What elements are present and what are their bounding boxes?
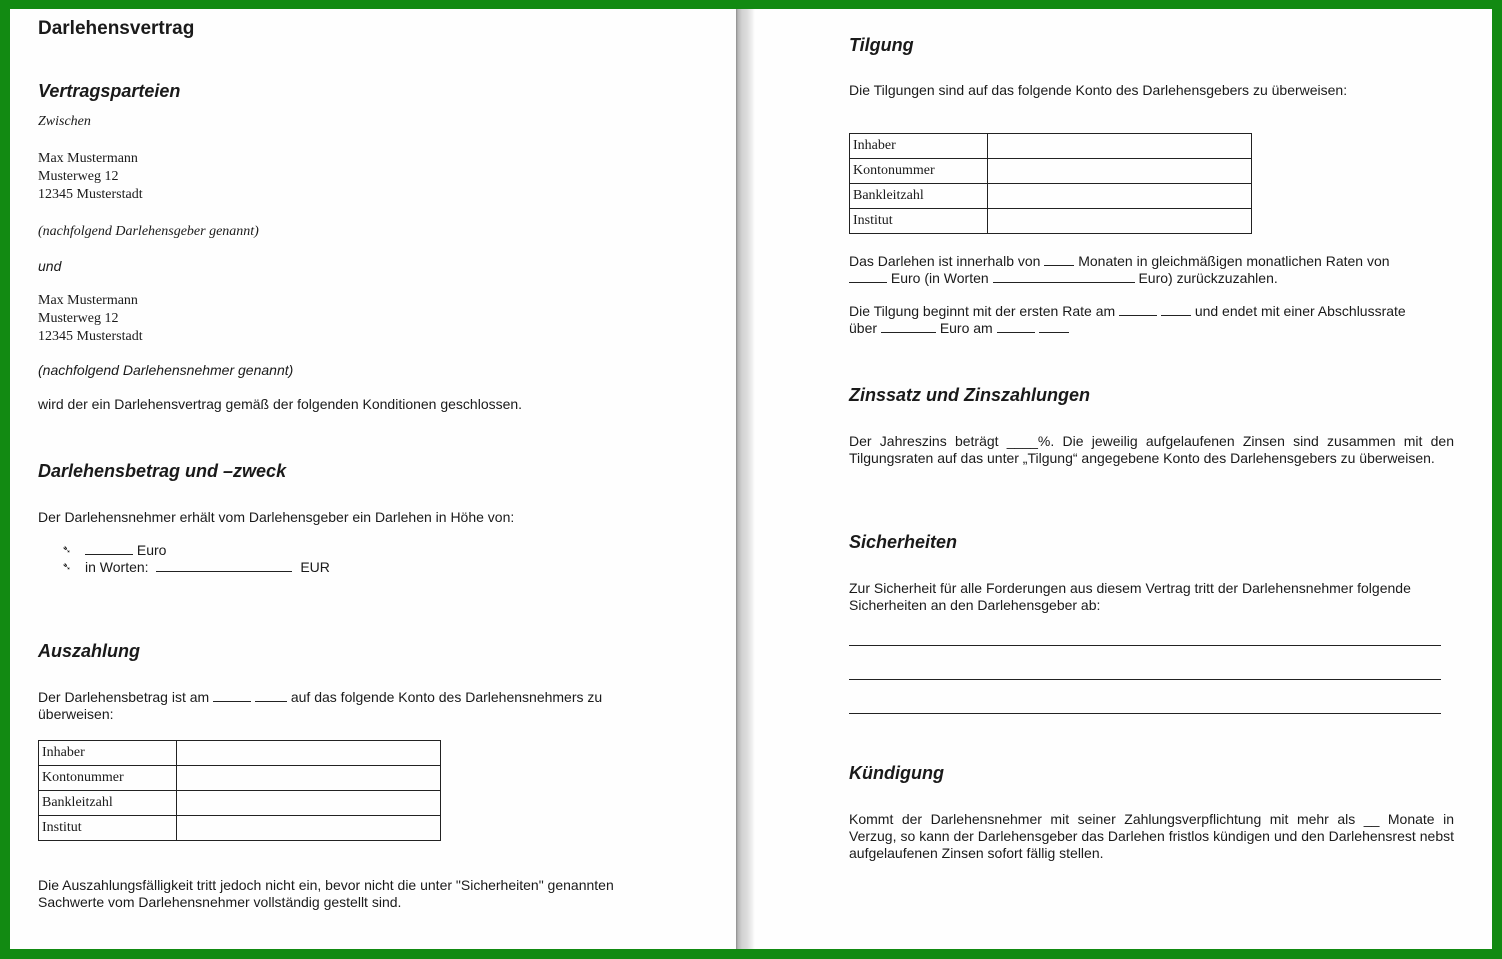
document-title: Darlehensvertrag (38, 18, 195, 39)
account-holder-label: Inhaber (39, 741, 177, 766)
account-holder-label: Inhaber (850, 134, 988, 159)
bank-code-label: Bankleitzahl (39, 791, 177, 816)
blank-end-year (1039, 321, 1069, 333)
heading-sicherheiten: Sicherheiten (849, 532, 958, 552)
amount-words-unit: EUR (300, 559, 330, 575)
bank-code-field (177, 791, 441, 816)
between-label: Zwischen (38, 114, 91, 129)
table-row (850, 184, 1252, 209)
repayment-intro: Die Tilgungen sind auf das folgende Konto des Darlehensgebers zu überweisen: (849, 82, 1348, 98)
account-holder-field (988, 134, 1252, 159)
amount-list (38, 542, 438, 576)
blank-final-amount (881, 321, 936, 333)
table-row (39, 791, 441, 816)
lender-address (38, 150, 143, 204)
bank-code-field (988, 184, 1252, 209)
institute-field (988, 209, 1252, 234)
institute-field (177, 816, 441, 841)
security-blank-line (849, 713, 1441, 714)
table-row (39, 816, 441, 841)
blank-payout-date (213, 690, 251, 702)
lender-note: (nachfolgend Darlehensgeber genannt) (38, 224, 259, 239)
repayment-term-text: Das Darlehen ist innerhalb von Monaten in gleichmäßigen monatlichen Raten von Euro (in Worten Euro) zurückzuzahlen. (849, 253, 1390, 286)
borrower-street: Musterweg 12 (38, 311, 119, 326)
document-page-right (755, 9, 1492, 949)
account-holder-field (177, 741, 441, 766)
table-row (850, 134, 1252, 159)
institute-label: Institut (39, 816, 177, 841)
heading-vertragsparteien: Vertragsparteien (38, 81, 181, 101)
payout-text: Der Darlehensbetrag ist am auf das folgende Konto des Darlehensnehmers zu überweisen: (38, 689, 603, 722)
arrow-bullet-icon: ➴ (62, 544, 72, 556)
payout-account-table (38, 740, 441, 841)
termination-text: Kommt der Darlehensnehmer mit seiner Zahlungsverpflichtung mit mehr als __ Monate in Verzug, so kann der Darlehensgeber das Darlehen fristlos kündigen und den Darlehensrest nebst aufgelaufenen Zinsen sofort fällig stellen. (849, 811, 1454, 861)
heading-auszahlung: Auszahlung (38, 641, 140, 661)
heading-tilgung: Tilgung (849, 35, 914, 55)
amount-intro: Der Darlehensnehmer erhält vom Darlehensgeber ein Darlehen in Höhe von: (38, 509, 515, 525)
heading-darlehensbetrag: Darlehensbetrag und –zweck (38, 461, 287, 481)
borrower-address (38, 292, 143, 346)
in-words-label: in Worten: (85, 559, 149, 575)
account-number-field (177, 766, 441, 791)
account-number-label: Kontonummer (850, 159, 988, 184)
bank-code-label: Bankleitzahl (850, 184, 988, 209)
account-number-field (988, 159, 1252, 184)
lender-city: 12345 Musterstadt (38, 187, 143, 202)
security-blank-line (849, 679, 1441, 680)
blank-end-date (997, 321, 1035, 333)
blank-rate-words (993, 271, 1135, 283)
lender-name: Max Mustermann (38, 151, 138, 166)
heading-kuendigung: Kündigung (849, 763, 944, 783)
amount-unit: Euro (136, 542, 167, 558)
amount-list-item-words (38, 559, 438, 576)
page-gutter (736, 9, 755, 949)
blank-months (1044, 254, 1074, 266)
borrower-name: Max Mustermann (38, 293, 138, 308)
contract-closing-text: wird der ein Darlehensvertrag gemäß der folgenden Konditionen geschlossen. (38, 396, 523, 412)
repayment-account-table (849, 133, 1252, 234)
repayment-schedule-text: Die Tilgung beginnt mit der ersten Rate am und endet mit einer Abschlussrate über Euro am (849, 303, 1406, 336)
table-row (850, 159, 1252, 184)
blank-start-year (1161, 304, 1191, 316)
document-page-left (10, 9, 736, 949)
arrow-bullet-icon: ➴ (62, 561, 72, 573)
blank-payout-year (255, 690, 287, 702)
security-text: Zur Sicherheit für alle Forderungen aus diesem Vertrag tritt der Darlehensnehmer folgende Sicherheiten an den Darlehensgeber ab: (849, 580, 1411, 613)
interest-text: Der Jahreszins beträgt ____%. Die jeweilig aufgelaufenen Zinsen sind zusammen mit den Tilgungsraten auf das unter „Tilgung“ angegebene Konto des Darlehensgebers zu überweisen. (849, 433, 1454, 466)
blank-rate (849, 271, 887, 283)
table-row (39, 741, 441, 766)
blank-start-date (1119, 304, 1157, 316)
blank-amount-words (156, 560, 292, 572)
security-blank-line (849, 645, 1441, 646)
borrower-note: (nachfolgend Darlehensnehmer genannt) (38, 362, 294, 378)
blank-amount (85, 543, 133, 555)
and-label: und (38, 258, 62, 274)
payout-note: Die Auszahlungsfälligkeit tritt jedoch nicht ein, bevor nicht die unter "Sicherheiten" genannten Sachwerte vom Darlehensnehmer vollständig gestellt sind. (38, 877, 614, 910)
lender-street: Musterweg 12 (38, 169, 119, 184)
account-number-label: Kontonummer (39, 766, 177, 791)
borrower-city: 12345 Musterstadt (38, 329, 143, 344)
amount-list-item-euro (38, 542, 438, 559)
table-row (850, 209, 1252, 234)
table-row (39, 766, 441, 791)
heading-zinssatz: Zinssatz und Zinszahlungen (849, 385, 1091, 405)
institute-label: Institut (850, 209, 988, 234)
